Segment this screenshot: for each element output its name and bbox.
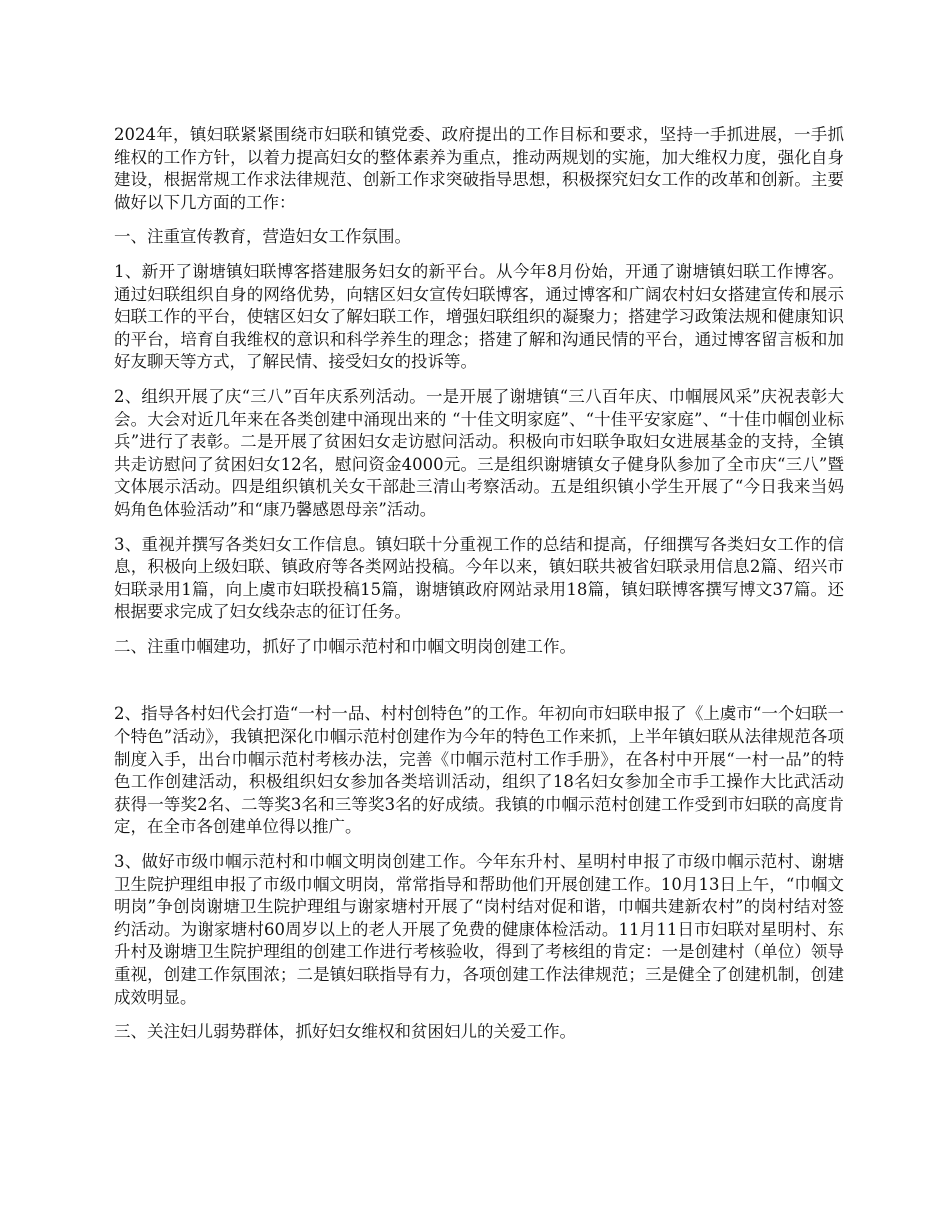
- paragraph-1-1: 1、新开了谢塘镇妇联博客搭建服务妇女的新平台。从今年8月份始，开通了谢塘镇妇联工作博客。通过妇联组织自身的网络优势，向辖区妇女宣传妇联博客，通过博客和广阔农村妇女搭建宣传和展示妇联工作的平台，使辖区妇女了解妇联工作，增强妇联组织的凝聚力；搭建学习政策法规和健康知识的平台，培育自我维权的意识和科学养生的理念；搭建了解和沟通民情的平台，通过博客留言板和加好友聊天等方式，了解民情、接受妇女的投诉等。: [114, 261, 844, 372]
- paragraph-2-2: 2、指导各村妇代会打造“一村一品、村村创特色”的工作。年初向市妇联申报了《上虞市“一个妇联一个特色”活动》，我镇把深化巾帼示范村创建作为今年的特色工作来抓，上半年镇妇联从法律规范各项制度入手，出台巾帼示范村考核办法，完善《巾帼示范村工作手册》，在各村中开展“一村一品”的特色工作创建活动，积极组织妇女参加各类培训活动，组织了18名妇女参加全市手工操作大比武活动获得一等奖2名、二等奖3名和三等奖3名的好成绩。我镇的巾帼示范村创建工作受到市妇联的高度肯定，在全市各创建单位得以推广。: [114, 704, 844, 837]
- paragraph-1-2: 2、组织开展了庆“三八”百年庆系列活动。一是开展了谢塘镇“三八百年庆、巾帼展风采”庆祝表彰大会。大会对近几年来在各类创建中涌现出来的 “十佳文明家庭”、“十佳平安家庭”、“十佳巾帼创业标兵”进行了表彰。二是开展了贫困妇女走访慰问活动。积极向市妇联争取妇女进展基金的支持，全镇共走访慰问了贫困妇女12名，慰问资金4000元。三是组织谢塘镇女子健身队参加了全市庆“三八”暨文体展示活动。四是组织镇机关女干部赴三清山考察活动。五是组织镇小学生开展了“今日我来当妈妈角色体验活动”和“康乃馨感恩母亲”活动。: [114, 386, 844, 519]
- intro-paragraph: 2024年，镇妇联紧紧围绕市妇联和镇党委、政府提出的工作目标和要求，坚持一手抓进展，一手抓维权的工作方针，以着力提高妇女的整体素养为重点，推动两规划的实施，加大维权力度，强化自身建设，根据常规工作求法律规范、创新工作求突破指导思想，积极探究妇女工作的改革和创新。主要做好以下几方面的工作：: [114, 125, 844, 212]
- paragraph-2-3: 3、做好市级巾帼示范村和巾帼文明岗创建工作。今年东升村、星明村申报了市级巾帼示范村、谢塘卫生院护理组申报了市级巾帼文明岗，常常指导和帮助他们开展创建工作。10月13日上午，“巾帼文明岗”争创岗谢塘卫生院护理组与谢家塘村开展了“岗村结对促和谐，巾帼共建新农村”的岗村结对签约活动。为谢家塘村60周岁以上的老人开展了免费的健康体检活动。11月11日市妇联对星明村、东升村及谢塘卫生院护理组的创建工作进行考核验收，得到了考核组的肯定：一是创建村（单位）领导重视，创建工作氛围浓；二是镇妇联指导有力，各项创建工作法律规范；三是健全了创建机制，创建成效明显。: [114, 852, 844, 1007]
- paragraph-1-3: 3、重视并撰写各类妇女工作信息。镇妇联十分重视工作的总结和提高，仔细撰写各类妇女工作的信息，积极向上级妇联、镇政府等各类网站投稿。今年以来，镇妇联共被省妇联录用信息2篇、绍兴市妇联录用1篇，向上虞市妇联投稿15篇，谢塘镇政府网站录用18篇，镇妇联博客撰写博文37篇。还根据要求完成了妇女线杂志的征订任务。: [114, 534, 844, 622]
- document-body: [114, 124, 844, 1056]
- section-heading-2: 二、注重巾帼建功，抓好了巾帼示范村和巾帼文明岗创建工作。: [114, 636, 576, 656]
- section-heading-3: 三、关注妇儿弱势群体，抓好妇女维权和贫困妇儿的关爱工作。: [114, 1022, 576, 1042]
- section-heading-1: 一、注重宣传教育，营造妇女工作氛围。: [114, 227, 411, 247]
- blank-paragraph: [114, 670, 844, 703]
